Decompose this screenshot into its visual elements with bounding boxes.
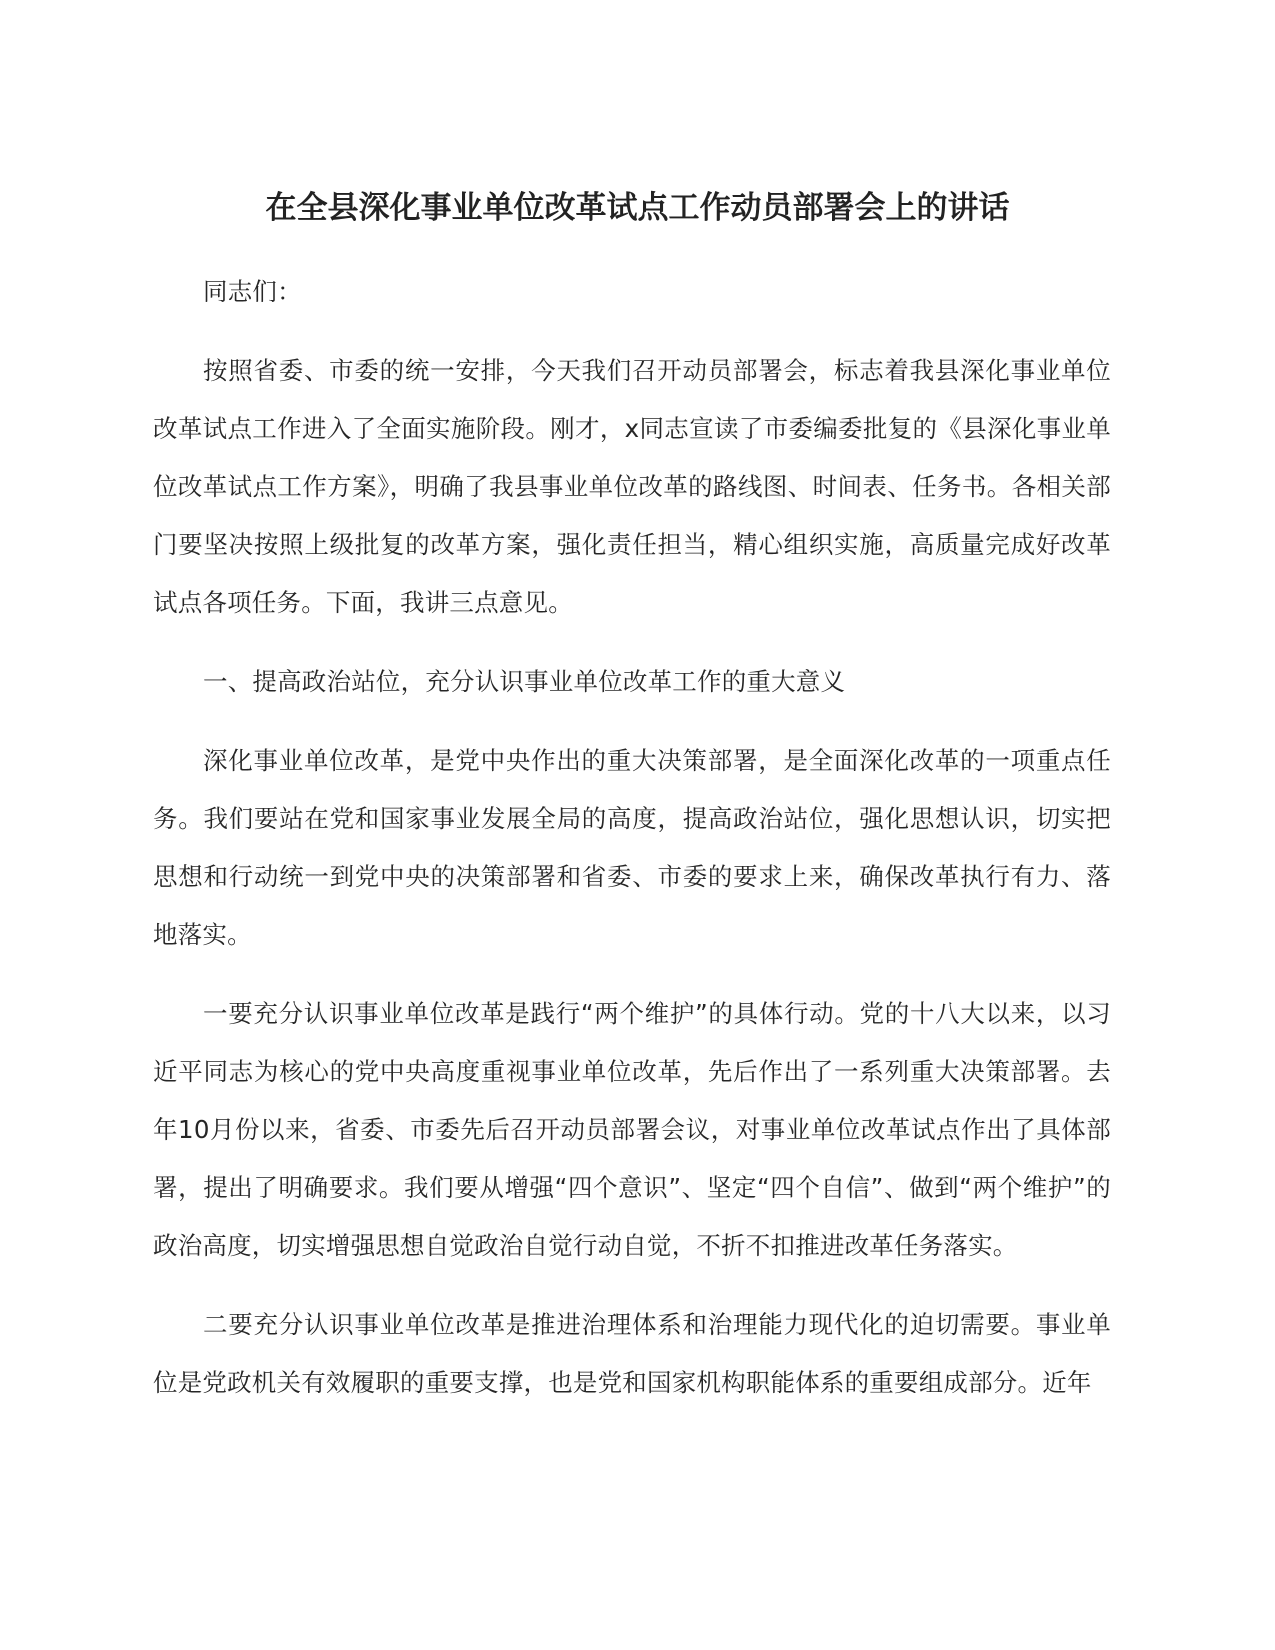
greeting: 同志们： <box>203 277 302 306</box>
paragraph-point-one: 一要充分认识事业单位改革是践行“两个维护”的具体行动。党的十八大以来，以习近平同志为核心的党中央高度重视事业单位改革，先后作出了一系列重大决策部署。去年10月份以来，省委、市委先后召开动员部署会议，对事业单位改革试点作出了具体部署，提出了明确要求。我们要从增强“四个意识”、坚定“四个自信”、做到“两个维护”的政治高度，切实增强思想自觉政治自觉行动自觉，不折不扣推进改革任务落实。 <box>153 999 1111 1260</box>
page-title: 在全县深化事业单位改革试点工作动员部署会上的讲话 <box>265 190 1010 226</box>
paragraph-significance: 深化事业单位改革，是党中央作出的重大决策部署，是全面深化改革的一项重点任务。我们要站在党和国家事业发展全局的高度，提高政治站位，强化思想认识，切实把思想和行动统一到党中央的决策部署和省委、市委的要求上来，确保改革执行有力、落地落实。 <box>153 746 1111 949</box>
paragraph-intro: 按照省委、市委的统一安排，今天我们召开动员部署会，标志着我县深化事业单位改革试点工作进入了全面实施阶段。刚才，x同志宣读了市委编委批复的《县深化事业单位改革试点工作方案》，明确了我县事业单位改革的路线图、时间表、任务书。各相关部门要坚决按照上级批复的改革方案，强化责任担当，精心组织实施，高质量完成好改革试点各项任务。下面，我讲三点意见。 <box>153 356 1111 617</box>
document-body <box>153 263 1111 1433</box>
paragraph-point-two: 二要充分认识事业单位改革是推进治理体系和治理能力现代化的迫切需要。事业单位是党政机关有效履职的重要支撑，也是党和国家机构职能体系的重要组成部分。近年 <box>153 1310 1111 1397</box>
section-heading-one: 一、提高政治站位，充分认识事业单位改革工作的重大意义 <box>203 667 846 696</box>
